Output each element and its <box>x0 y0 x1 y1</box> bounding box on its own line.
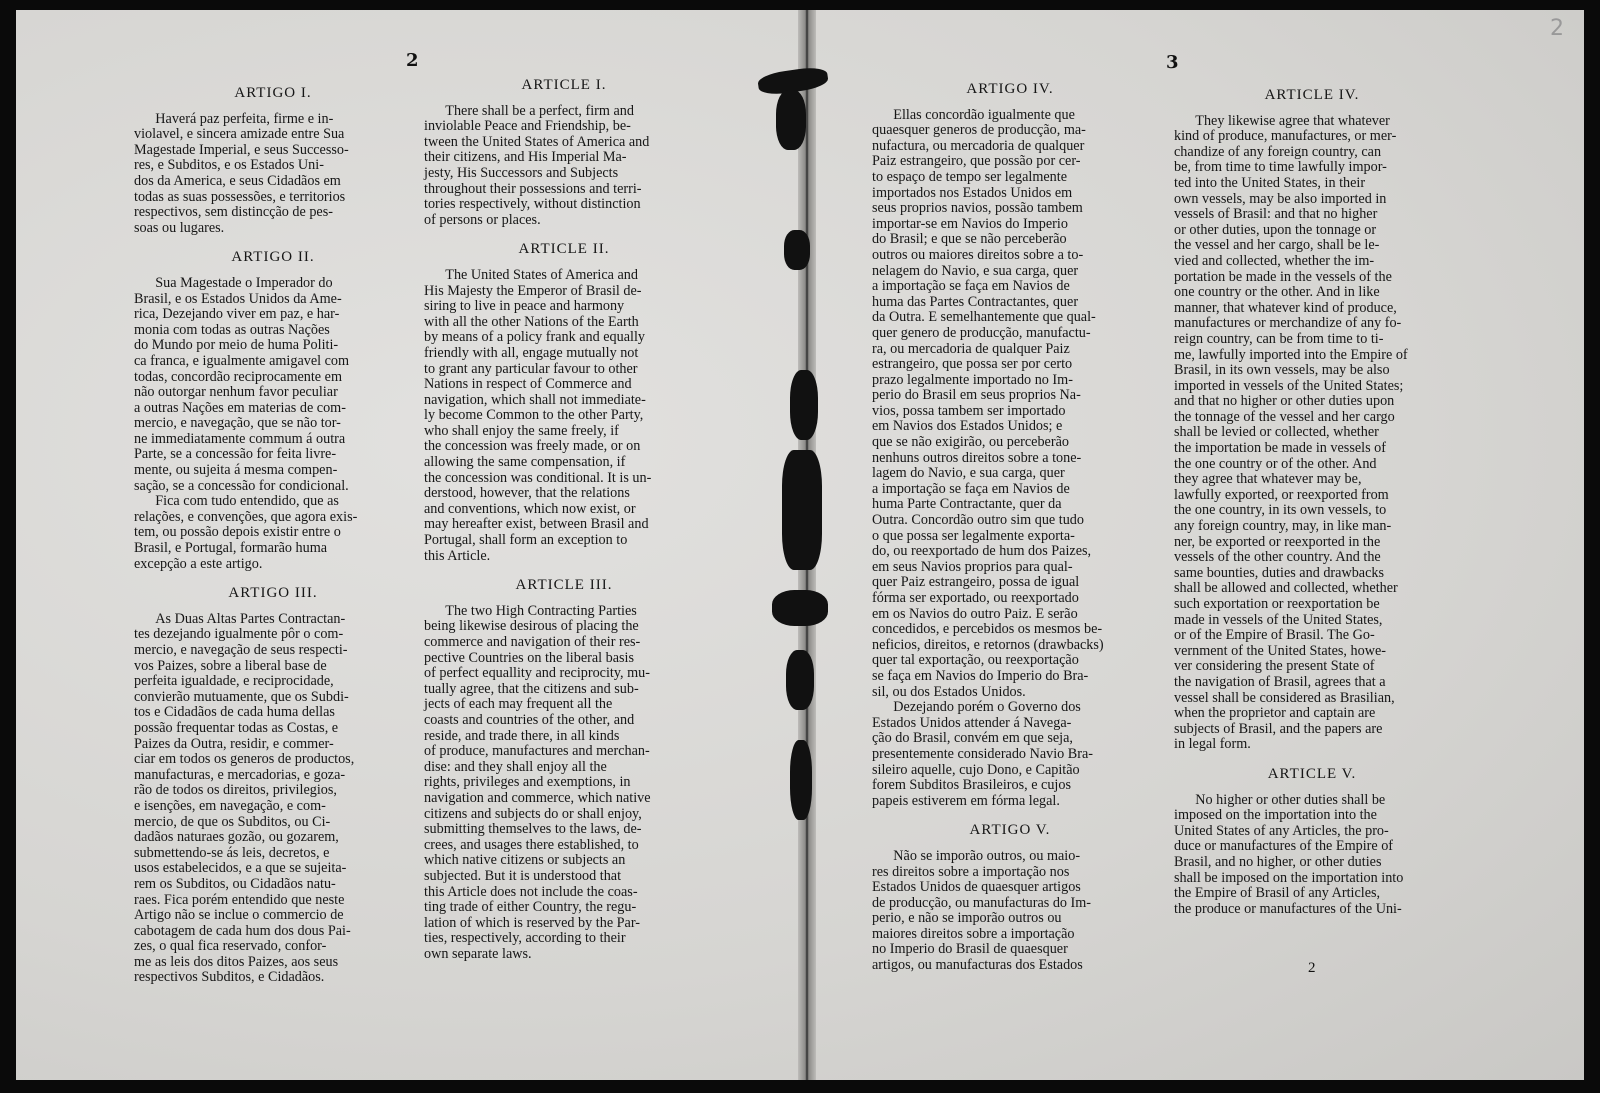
article-heading: ARTIGO III. <box>228 585 318 602</box>
signature-mark: 2 <box>1308 960 1316 976</box>
scanned-document <box>16 10 1584 1080</box>
ink-stain <box>782 450 822 570</box>
article-heading: ARTICLE III. <box>515 577 613 594</box>
article-paragraph: No higher or other duties shall be imposed on the importation into the United States of any Articles, the pro- duce or manufactures of the Empire of Brasil, and no higher, or other duties shall be imposed on the importation into the Empire of Brasil of any Articles, the produce or manufactures of the Uni- <box>1174 791 1404 917</box>
article-paragraph: Sua Magestade o Imperador do Brasil, e os Estados Unidos da Ame- rica, Dezejando viver em paz, e har- monia com todas as outras Nações do Mundo por meio de huma Politi- ca franca, e igualmente amigavel com todas, concordão reciprocamente em não outorgar nenhum favor peculiar a outras Nações em materias de com- mercio, e navegação, que se não tor- ne immediatamente commum á outra Parte, se a concessão for feita livre- mente, ou sujeita á mesma compen- sação, se a concessão for condicional. <box>134 274 350 494</box>
article-heading: ARTICLE IV. <box>1264 87 1360 103</box>
column-portuguese-left <box>134 86 412 986</box>
article-heading: ARTIGO V. <box>969 822 1051 839</box>
ink-stain <box>786 650 814 710</box>
column-english-left <box>424 78 704 962</box>
page-number-right: 3 <box>1166 52 1179 73</box>
page-number-left: 2 <box>406 50 419 71</box>
article-heading: ARTICLE II. <box>518 241 610 258</box>
column-portuguese-right <box>872 82 1148 974</box>
article-paragraph: Fica com tudo entendido, que as relações, e convenções, que agora exis- tem, ou possão depois existir entre o Brasil, e Portugal, formarão huma excepção a este artigo. <box>134 493 358 572</box>
ink-stain <box>790 740 812 820</box>
article-paragraph: There shall be a perfect, firm and inviolable Peace and Friendship, be- tween the United States of America and their citizens, and His Imperial Ma- jesty, His Successors and Subjects throughout their possessions and terri- tories respectively, without distinction of persons or places. <box>424 102 650 228</box>
article-paragraph: The United States of America and His Majesty the Emperor of Brasil de- siring to live in peace and harmony with all the other Nations of the Earth by means of a policy frank and equally friendly with all, engage mutually not to grant any particular favour to other Nations in respect of Commerce and navigation, which shall not immediate- ly become Common to the other Party, who shall enjoy the same freely, if the concession was freely made, or on allowing the same compensation, if the concession was conditional. It is un- derstood, however, that the relations and conventions, which now exist, or may hereafter exist, between Brasil and Portugal, shall form an exception to this Article. <box>424 266 652 564</box>
ink-stain <box>772 590 828 626</box>
archive-mark: 2 <box>1550 16 1564 41</box>
article-heading: ARTICLE V. <box>1267 765 1357 782</box>
article-paragraph: They likewise agree that whatever kind of produce, manufactures, or mer- chandize of any foreign country, can be, from time to time lawfully impor- ted into the United States, in their own vessels, may be also imported in vessels of Brasil: and that no higher or other duties, upon the tonnage or the vessel and her cargo, shall be le- vied and collected, whether the im- portation be made in the vessels of the one country or the other. And in like manner, that whatever kind of produce, manufactures or merchandize of any fo- reign country, can be from time to ti- me, lawfully imported into the Empire of Brasil, in its own vessels, may be also imported in vessels of the United States; and that no higher or other duties upon the tonnage of the vessel and her cargo shall be levied or collected, whether the importation be made in vessels of the one country or of the other. And they agree that whatever may be, lawfully exported, or reexported from the one country, in its own vessels, to any foreign country, may, in like man- ner, be exported or reexported in the vessels of the other country. And the same bounties, duties and drawbacks shall be allowed and collected, whether such exportation or reexportation be made in vessels of the United States, or of the Empire of Brasil. The Go- vernment of the United States, howe- ver considering the present State of the navigation of Brasil, agrees that a vessel shall be considered as Brasilian, when the proprietor and captain are subjects of Brasil, and the papers are in legal form. <box>1174 112 1408 753</box>
article-paragraph: Ellas concordão igualmente que quaesquer generos de producção, ma- nufactura, ou mercadoria de qualquer Paiz estrangeiro, que possão por cer- to espaço de tempo ser legalmente importados nos Estados Unidos em seus proprios navios, possão tambem importar-se em Navios do Imperio do Brasil; e que se não perceberão outros ou maiores direitos sobre a to- nelagem do Navio, e sua carga, quer a importação se faça em Navios de huma das Partes Contractantes, quer da Outra. E semelhantemente que qual- quer genero de producção, manufactu- ra, ou mercadoria de qualquer Paiz estrangeiro, que possa ser por certo prazo legalmente importado no Im- perio do Brasil em seus proprios Na- vios, possa tambem ser importado em Navios dos Estados Unidos; e que se não exigirão, ou perceberão nenhuns outros direitos sobre a tone- lagem do Navio, e sua carga, quer a importação se faça em Navios de huma Parte Contractante, quer da Outra. Concordão outro sim que tudo o que possa ser legalmente exporta- do, ou reexportado de hum dos Paizes, em seus Navios proprios para qual- quer Paiz estrangeiro, possa de igual fórma ser exportado, ou reexportado em os Navios do outro Paiz. E serão concedidos, e percebidos os mesmos be- neficios, direitos, e retornos (drawbacks) quer tal exportação, ou reexportação se faça em Navios do Imperio do Bra- sil, ou dos Estados Unidos. <box>872 106 1104 700</box>
article-paragraph: As Duas Altas Partes Contractan- tes dezejando igualmente pôr o com- mercio, e navegação de seus respecti- vos Paizes, sobre a liberal base de perfeita igualdade, e reciprocidade, convierão mutuamente, que os Subdi- tos e Cidadãos de cada huma dellas possão frequentar todas as Costas, e Paizes da Outra, residir, e commer- ciar em todos os generos de productos, manufacturas, e mercadorias, e goza- rão de todos os direitos, privilegios, e isenções, em navegação, e com- mercio, de que os Subditos, ou Ci- dadãos naturaes gozão, ou gozarem, submettendo-se ás leis, decretos, e usos estabelecidos, e a que se sujeita- rem os Subditos, ou Cidadãos natu- raes. Fica porém entendido que neste Artigo não se inclue o commercio de cabotagem de cada hum dos dous Pai- zes, o qual fica reservado, confor- me as leis dos ditos Paizes, aos seus respectivos Subditos, e Cidadãos. <box>134 610 355 986</box>
ink-stain <box>784 230 810 270</box>
article-paragraph: The two High Contracting Parties being likewise desirous of placing the commerce and navigation of their res- pective Countries on the liberal basis of perfect equallity and reciprocity, mu- tually agree, that the citizens and sub- jects of each may frequent all the coasts and countries of the other, and reside, and trade there, in all kinds of produce, manufactures and merchan- dise: and they shall enjoy all the rights, privileges and exemptions, in navigation and commerce, which native citizens and subjects do or shall enjoy, submitting themselves to the laws, de- crees, and usages there established, to which native citizens or subjects an subjected. But it is understood that this Article does not include the coas- ting trade of either Country, the regu- lation of which is reserved by the Par- ties, respectively, according to their own separate laws. <box>424 602 651 962</box>
ink-stain <box>790 370 818 440</box>
article-heading: ARTIGO I. <box>234 85 312 101</box>
article-heading: ARTIGO II. <box>231 249 315 266</box>
article-paragraph: Haverá paz perfeita, firme e in- violavel, e sincera amizade entre Sua Magestade Imperial, e seus Successo- res, e Subditos, e os Estados Uni- dos da America, e seus Cidadãos em todas as suas possessões, e territorios respectivos, sem distincção de pes- soas ou lugares. <box>134 110 349 236</box>
article-heading: ARTIGO IV. <box>966 81 1054 97</box>
article-paragraph: Dezejando porém o Governo dos Estados Unidos attender á Navega- ção do Brasil, convém em que seja, presentemente considerado Navio Bra- sileiro aquelle, cujo Dono, e Capitão forem Subditos Brasileiros, e cujos papeis estiverem em fórma legal. <box>872 699 1094 809</box>
article-heading: ARTICLE I. <box>521 77 607 93</box>
article-paragraph: Não se imporão outros, ou maio- res direitos sobre a importação nos Estados Unidos de quaesquer artigos de producção, ou manufacturas do Im- perio, e não se imporão outros ou maiores direitos sobre a importação no Imperio do Brasil de quaesquer artigos, ou manufacturas dos Estados <box>872 847 1092 974</box>
column-english-right <box>1174 88 1450 917</box>
ink-stain <box>776 90 806 150</box>
